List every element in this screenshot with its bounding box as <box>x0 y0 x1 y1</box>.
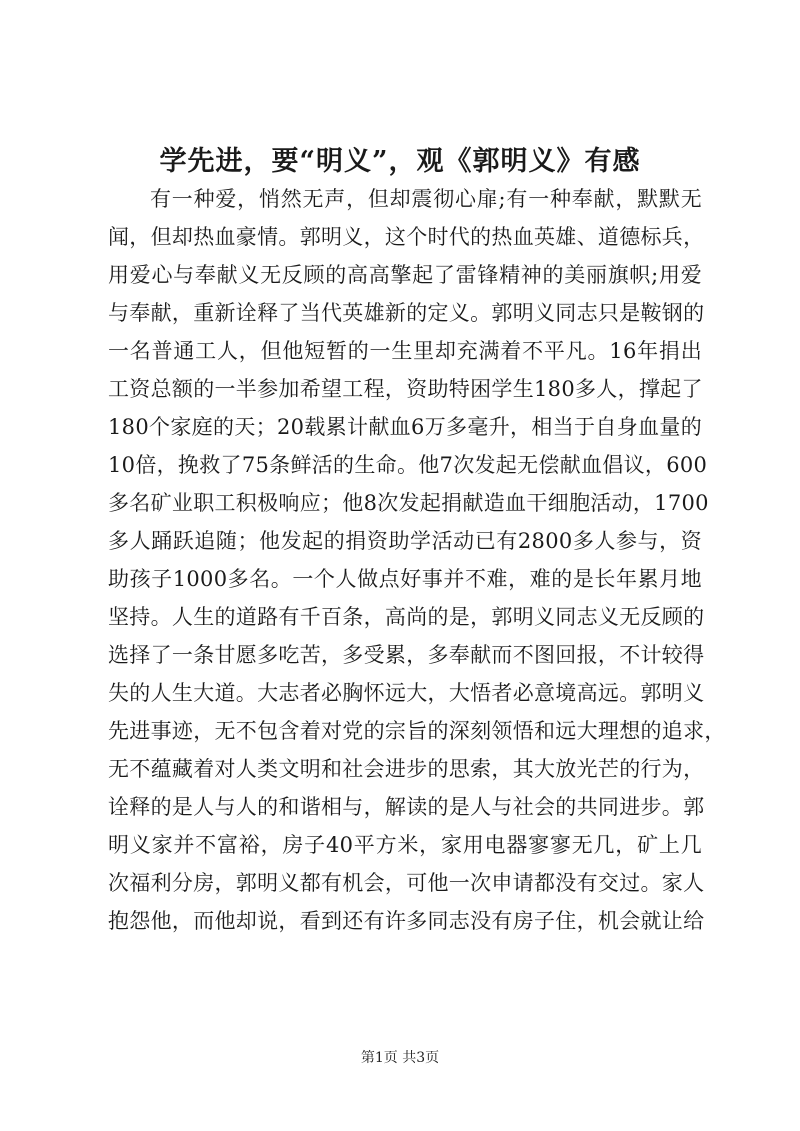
text-line: 180个家庭的天；20载累计献血6万多毫升，相当于自身血量的 <box>108 415 702 439</box>
text-line: 选择了一条甘愿多吃苦，多受累，多奉献而不图回报，不计较得 <box>108 643 705 667</box>
text-line: 抱怨他，而他却说，看到还有许多同志没有房子住，机会就让给 <box>108 909 705 933</box>
text-line: 助孩子1000多名。一个人做点好事并不难，难的是长年累月地 <box>108 567 702 591</box>
text-line: 坚持。人生的道路有千百条，高尚的是，郭明义同志义无反顾的 <box>108 605 705 629</box>
text-line: 多名矿业职工积极响应；他8次发起捐献造血干细胞活动，1700 <box>108 491 709 515</box>
text-line: 诠释的是人与人的和谐相与，解读的是人与社会的共同进步。郭 <box>108 795 705 819</box>
document-title: 学先进，要“明义”，观《郭明义》有感 <box>159 146 641 177</box>
text-line: 用爱心与奉献义无反顾的高高擎起了雷锋精神的美丽旗帜;用爱 <box>108 263 702 287</box>
text-line: 先进事迹，无不包含着对党的宗旨的深刻领悟和远大理想的追求， <box>108 719 726 743</box>
text-line: 闻，但却热血豪情。郭明义，这个时代的热血英雄、道德标兵， <box>108 225 705 249</box>
text-line: 一名普通工人，但他短暂的一生里却充满着不平凡。16年捐出 <box>108 339 702 363</box>
text-line: 有一种爱，悄然无声，但却震彻心扉;有一种奉献，默默无 <box>150 187 702 211</box>
text-line: 与奉献，重新诠释了当代英雄新的定义。郭明义同志只是鞍钢的 <box>108 301 705 325</box>
text-line: 次福利分房，郭明义都有机会，可他一次申请都没有交过。家人 <box>108 871 705 895</box>
text-line: 明义家并不富裕，房子40平方米，家用电器寥寥无几，矿上几 <box>108 833 702 857</box>
text-line: 失的人生大道。大志者必胸怀远大，大悟者必意境高远。郭明义 <box>108 681 705 705</box>
text-line: 10倍，挽救了75条鲜活的生命。他7次发起无偿献血倡议，600 <box>108 453 708 477</box>
text-line: 工资总额的一半参加希望工程，资助特困学生180多人，撑起了 <box>108 377 703 401</box>
text-line: 多人踊跃追随；他发起的捐资助学活动已有2800多人参与，资 <box>108 529 702 553</box>
text-line: 无不蕴藏着对人类文明和社会进步的思索，其大放光芒的行为， <box>108 757 705 781</box>
page-number-footer: 第1页 共3页 <box>360 1050 440 1066</box>
body-paragraph <box>108 180 726 940</box>
